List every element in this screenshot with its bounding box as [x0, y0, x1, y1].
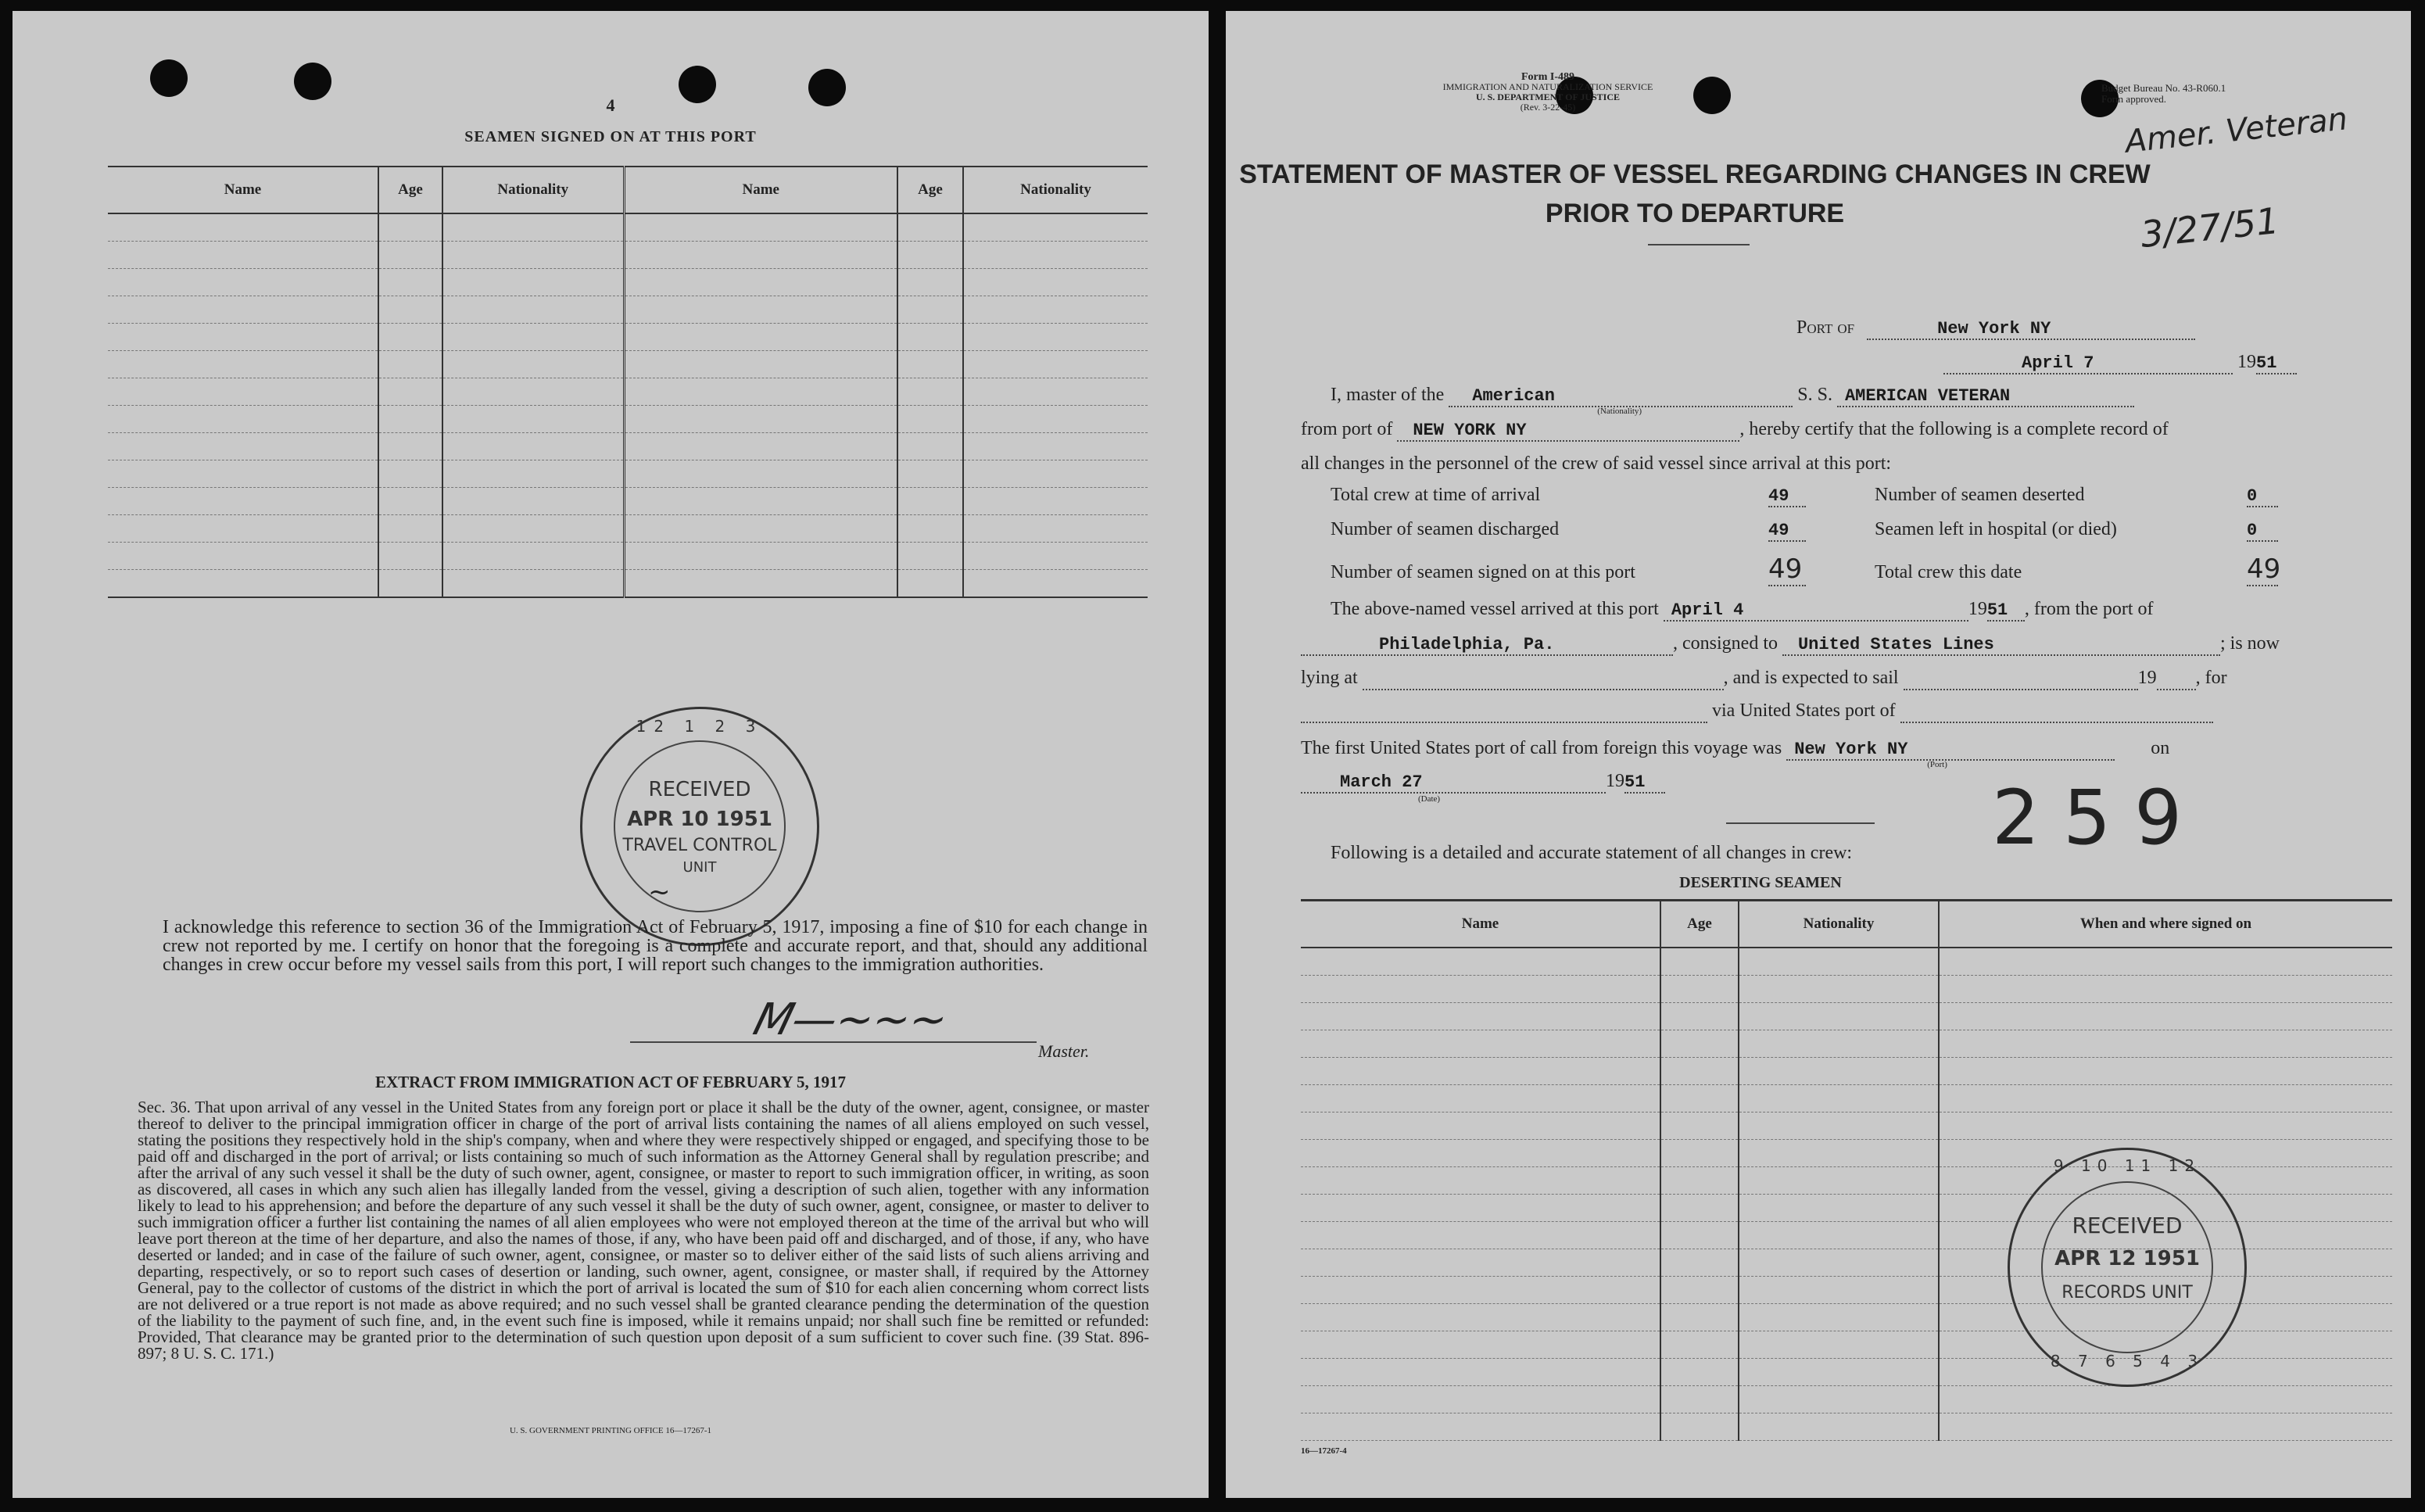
- following-text: Following is a detailed and accurate statement of all changes in crew:: [1331, 843, 1853, 863]
- table-cell: [1939, 1085, 2392, 1113]
- table-cell: [1660, 1331, 1739, 1359]
- year-prefix: 19: [2137, 668, 2157, 688]
- stat-value: 49: [1768, 486, 1806, 507]
- table-cell: [963, 433, 1148, 460]
- table-cell: [1660, 1304, 1739, 1331]
- first-port-label: The first United States port of call from foreign this voyage was: [1301, 738, 1782, 758]
- table-cell: [442, 378, 624, 406]
- table-cell: [897, 324, 963, 351]
- table-cell: [1301, 1140, 1660, 1167]
- page-footer: U. S. GOVERNMENT PRINTING OFFICE 16—17267-1: [509, 1426, 711, 1435]
- table-cell: [1660, 1003, 1739, 1030]
- table-cell: [1301, 1413, 1660, 1441]
- table-cell: [1739, 976, 1939, 1003]
- table-cell: [108, 488, 378, 515]
- date-row: [1943, 352, 2297, 374]
- table-cell: [1301, 948, 1660, 976]
- table-row: [108, 460, 1148, 488]
- stat-label: Seamen left in hospital (or died): [1875, 519, 2117, 539]
- table-cell: [963, 460, 1148, 488]
- table-cell: [442, 351, 624, 378]
- punch-hole: [150, 59, 188, 97]
- table-cell: [442, 296, 624, 324]
- previous-port: Philadelphia, Pa.: [1379, 635, 1555, 654]
- handwritten-date-note: 3/27/51: [2138, 199, 2281, 256]
- extract-title: EXTRACT FROM IMMIGRATION ACT OF FEBRUARY 5, 1917: [374, 1073, 847, 1091]
- table-cell: [378, 570, 442, 598]
- table-cell: [1739, 1030, 1939, 1058]
- table-cell: [378, 433, 442, 460]
- stat-label: Number of seamen deserted: [1875, 485, 2085, 505]
- form-title-line1: STATEMENT OF MASTER OF VESSEL REGARDING CHANGES IN CREW: [1239, 159, 2151, 189]
- table-cell: [1660, 1195, 1739, 1222]
- ss-label: S. S.: [1797, 385, 1832, 405]
- acknowledgment-text: I acknowledge this reference to section 36 of the Immigration Act of February 5, 1917, imposing a fine of $10 for each change in crew not reported by me. I certify on honor that the foregoing is a complete and accurate report, and that, should any additional changes in crew occur before my vessel sails from this port, I will report such changes to the immigration authorities.: [163, 917, 1148, 975]
- table-cell: [1739, 1140, 1939, 1167]
- table-cell: [963, 351, 1148, 378]
- year-prefix: 19: [2237, 352, 2256, 372]
- table-cell: [1739, 1386, 1939, 1413]
- nationality-value: American: [1472, 386, 1555, 406]
- stamp-unit-text: RECORDS UNIT: [2061, 1283, 2193, 1302]
- port-caption: (Port): [1927, 760, 1947, 769]
- table-cell: [1660, 976, 1739, 1003]
- table-cell: [963, 269, 1148, 296]
- table-cell: [1301, 1359, 1660, 1386]
- table-row: [108, 433, 1148, 460]
- table-cell: [963, 242, 1148, 269]
- table-cell: [1739, 1304, 1939, 1331]
- stat-label: Number of seamen signed on at this port: [1331, 562, 1635, 582]
- port-row: [1796, 317, 2195, 340]
- table-row: [108, 543, 1148, 570]
- table-row: [108, 324, 1148, 351]
- table-cell: [897, 378, 963, 406]
- table-cell: [108, 570, 378, 598]
- table-row: [108, 570, 1148, 598]
- table-cell: [1660, 1140, 1739, 1167]
- left-page: [13, 11, 1209, 1498]
- from-port-value: NEW YORK NY: [1413, 421, 1527, 440]
- table-cell: [1301, 1386, 1660, 1413]
- nationality-caption: (Nationality): [1597, 407, 1642, 416]
- extract-text: Sec. 36. That upon arrival of any vessel in the United States from any foreign port or place it shall be the duty of the owner, agent, consignee, or master thereof to deliver to the principal immigration officer in charge of the port of arrival lists containing the names of all aliens employed on such vessel, stating the positions they respectively hold in the ship's company, when and where they were respectively shipped or engaged, and specifying those to be paid off and discharged in the port of arrival; or lists containing so much of such information as the Attorney General shall by regulation prescribe; and after the arrival of any such vessel it shall be the duty of such owner, agent, consignee, or master to report to such immigration officer, in writing, as soon as discovered, all cases in which any such alien has illegally landed from the vessel, giving a description of such alien, together with any information likely to lead to his apprehension; and before the departure of any such vessel it shall be the duty of such owner, agent, consignee, or master to deliver to such immigration officer a further list containing the names of all alien employees who were not employed thereon at the time of the arrival but who will leave port thereon at the time of her departure, and also the names of those, if any, who have been paid off and discharged, and of those, if any, who have deserted or landed; and in case of the failure of such owner, agent, consignee, or master so to deliver either of the said lists of such aliens arriving and departing, respectively, or so to report such cases of desertion or landing, such owner, agent, consignee, or master shall, if required by the Attorney General, pay to the collector of customs of the district in which the port of arrival is located the sum of $10 for each alien concerning whom correct lists are not delivered or a true report is not made as above required; and no such vessel shall be granted clearance pending the determination of the question of the liability to the payment of such fine, and, in the event such fine is imposed, while it remains unpaid; nor shall such fine be remitted or refunded: Provided, That clearance may be granted prior to the determination of such question upon deposit of a sum sufficient to cover such fine. (39 Stat. 896-897; 8 U. S. C. 171.): [138, 1098, 1149, 1363]
- stat-label: Total crew at time of arrival: [1331, 485, 1541, 505]
- table-row: [108, 213, 1148, 242]
- via-label: via United States port of: [1712, 700, 1896, 721]
- table-cell: [624, 543, 897, 570]
- table-cell: [378, 488, 442, 515]
- table-cell: [108, 296, 378, 324]
- stat-label: Total crew this date: [1875, 562, 2022, 582]
- master-row: [1331, 385, 2134, 416]
- master-label: Master.: [1038, 1041, 1090, 1061]
- table-cell: [1739, 1003, 1939, 1030]
- table-cell: [1660, 1222, 1739, 1249]
- first-port-date-row: [1301, 771, 1665, 804]
- port-value: New York NY: [1937, 319, 2051, 339]
- table-cell: [1660, 1113, 1739, 1140]
- table-cell: [897, 242, 963, 269]
- table-cell: [963, 324, 1148, 351]
- column-header-age: Age: [897, 167, 963, 213]
- table-cell: [1739, 1167, 1939, 1195]
- table-cell: [108, 460, 378, 488]
- punch-hole: [294, 63, 331, 100]
- ship-name: AMERICAN VETERAN: [1844, 386, 2011, 406]
- table-cell: [1301, 1058, 1660, 1085]
- table-cell: [897, 269, 963, 296]
- table-cell: [624, 406, 897, 433]
- column-header-signed-on: When and where signed on: [1939, 901, 2392, 948]
- lying-at-label: lying at: [1301, 668, 1358, 688]
- table-cell: [108, 324, 378, 351]
- master-signature: M—~~~: [748, 994, 954, 1045]
- stat-seamen-discharged: [1331, 519, 1806, 542]
- handwritten-ship-note: Amer. Veteran: [2123, 101, 2349, 160]
- handwritten-number: 259: [1992, 774, 2206, 862]
- stat-value: 49: [1768, 521, 1806, 542]
- agency-line: U. S. DEPARTMENT OF JUSTICE: [1475, 91, 1621, 102]
- table-cell: [1739, 1195, 1939, 1222]
- agency-line: (Rev. 3-22-45): [1520, 102, 1576, 113]
- table-row: [108, 515, 1148, 543]
- table-cell: [108, 242, 378, 269]
- table-cell: [963, 213, 1148, 242]
- via-row: [1301, 700, 2213, 723]
- table-cell: [897, 213, 963, 242]
- form-title-line2: PRIOR TO DEPARTURE: [1545, 199, 1845, 228]
- stamp-unit-label: UNIT: [682, 859, 717, 876]
- table-cell: [1939, 948, 2392, 976]
- certify-text: , hereby certify that the following is a complete record of: [1739, 419, 2169, 439]
- stamp-clock-digits: 12 1 2 3: [636, 717, 764, 736]
- lying-at-row: [1301, 668, 2227, 690]
- table-cell: [1660, 1359, 1739, 1386]
- stat-value: 49: [1768, 554, 1806, 586]
- table-cell: [1660, 1413, 1739, 1441]
- table-cell: [442, 460, 624, 488]
- table-cell: [897, 351, 963, 378]
- table-cell: [442, 269, 624, 296]
- table-cell: [1739, 1222, 1939, 1249]
- changes-text: all changes in the personnel of the crew of said vessel since arrival at this port:: [1301, 453, 1892, 474]
- master-of-label: I, master of the: [1331, 385, 1445, 405]
- table-cell: [108, 515, 378, 543]
- prev-port-row: [1301, 633, 2280, 656]
- arrived-date: April 4: [1671, 600, 1744, 620]
- stamp-clock-digits: 8 7 6 5 4 3: [2050, 1352, 2205, 1370]
- table-row: [1301, 1413, 2392, 1441]
- table-cell: [1739, 1331, 1939, 1359]
- table-cell: [897, 543, 963, 570]
- table-cell: [624, 269, 897, 296]
- table-cell: [624, 351, 897, 378]
- from-port-row: [1301, 419, 2169, 442]
- received-stamp-records-unit: [2008, 1148, 2247, 1387]
- table-cell: [1739, 1085, 1939, 1113]
- stamp-received-text: RECEIVED: [648, 778, 751, 801]
- table-cell: [963, 378, 1148, 406]
- table-cell: [963, 515, 1148, 543]
- table-cell: [1301, 1222, 1660, 1249]
- table-cell: [378, 351, 442, 378]
- table-cell: [1939, 976, 2392, 1003]
- page-footer: 16—17267-4: [1301, 1446, 1347, 1456]
- first-port-row: [1301, 738, 2170, 769]
- column-header-nationality: Nationality: [963, 167, 1148, 213]
- column-header-nationality: Nationality: [1739, 901, 1939, 948]
- table-header-row: [108, 167, 1148, 213]
- table-cell: [378, 515, 442, 543]
- table-row: [108, 378, 1148, 406]
- year-value: 51: [1624, 772, 1665, 794]
- table-row: [1301, 1030, 2392, 1058]
- column-header-name: Name: [1301, 901, 1660, 948]
- budget-line: Form approved.: [2101, 93, 2167, 105]
- budget-line: Budget Bureau No. 43-R060.1: [2101, 82, 2226, 94]
- table-cell: [378, 296, 442, 324]
- from-port-label: from port of: [1301, 419, 1393, 439]
- table-row: [1301, 948, 2392, 976]
- table-cell: [442, 433, 624, 460]
- table-cell: [1301, 1249, 1660, 1277]
- table-row: [108, 269, 1148, 296]
- column-header-name: Name: [108, 167, 378, 213]
- table-cell: [1301, 976, 1660, 1003]
- table-cell: [1301, 1003, 1660, 1030]
- table-cell: [1739, 1058, 1939, 1085]
- table-cell: [378, 213, 442, 242]
- table-cell: [1301, 1304, 1660, 1331]
- deserting-title: DESERTING SEAMEN: [1679, 874, 1842, 891]
- column-header-age: Age: [378, 167, 442, 213]
- is-now-label: ; is now: [2219, 633, 2280, 654]
- table-cell: [624, 296, 897, 324]
- expected-sail-label: , and is expected to sail: [1723, 668, 1899, 688]
- date-value: April 7: [2022, 353, 2094, 373]
- stamp-initials: ~: [648, 876, 671, 908]
- stat-value: 0: [2247, 521, 2278, 542]
- table-row: [1301, 976, 2392, 1003]
- table-cell: [1939, 1386, 2392, 1413]
- form-header: [1431, 72, 1665, 113]
- first-port-date: March 27: [1340, 772, 1423, 792]
- table-cell: [378, 460, 442, 488]
- table-cell: [624, 378, 897, 406]
- table-cell: [1739, 1413, 1939, 1441]
- table-cell: [1660, 1249, 1739, 1277]
- table-cell: [378, 378, 442, 406]
- table-cell: [442, 543, 624, 570]
- table-cell: [1301, 1167, 1660, 1195]
- stat-label: Number of seamen discharged: [1331, 519, 1560, 539]
- table-cell: [1660, 1058, 1739, 1085]
- table-cell: [442, 213, 624, 242]
- table-cell: [1660, 1030, 1739, 1058]
- table-cell: [1660, 1277, 1739, 1304]
- stat-value: 49: [2247, 554, 2281, 585]
- table-cell: [378, 324, 442, 351]
- consigned-label: , consigned to: [1673, 633, 1778, 654]
- stamp-clock-digits: 9 10 11 12: [2053, 1156, 2201, 1175]
- table-cell: [1739, 1359, 1939, 1386]
- table-cell: [1939, 1030, 2392, 1058]
- table-cell: [108, 433, 378, 460]
- table-cell: [1939, 1113, 2392, 1140]
- from-the-port-label: , from the port of: [2024, 599, 2154, 619]
- table-cell: [1739, 948, 1939, 976]
- arrived-label: The above-named vessel arrived at this port: [1331, 599, 1659, 619]
- table-cell: [624, 488, 897, 515]
- table-cell: [624, 324, 897, 351]
- column-header-name: Name: [624, 167, 897, 213]
- table-cell: [378, 406, 442, 433]
- table-cell: [1939, 1413, 2392, 1441]
- table-cell: [442, 242, 624, 269]
- table-cell: [378, 543, 442, 570]
- table-cell: [1660, 1085, 1739, 1113]
- table-row: [108, 351, 1148, 378]
- table-cell: [1660, 1386, 1739, 1413]
- consignee-value: United States Lines: [1797, 635, 1994, 654]
- seamen-signed-on-table: [108, 166, 1148, 598]
- port-label: Port of: [1796, 317, 1855, 338]
- table-cell: [378, 269, 442, 296]
- form-number: Form I-489: [1521, 71, 1575, 83]
- right-page: [1226, 11, 2411, 1498]
- table-cell: [1739, 1249, 1939, 1277]
- year-prefix: 19: [1968, 599, 1987, 619]
- table-cell: [897, 406, 963, 433]
- table-cell: [1301, 1030, 1660, 1058]
- page-title: SEAMEN SIGNED ON AT THIS PORT: [464, 128, 757, 145]
- separator-line: [1726, 822, 1875, 824]
- year-prefix: 19: [1606, 771, 1624, 791]
- stamp-received-text: RECEIVED: [2072, 1213, 2183, 1238]
- arrived-row: [1331, 599, 2153, 622]
- table-cell: [897, 296, 963, 324]
- table-cell: [1739, 1277, 1939, 1304]
- table-cell: [108, 351, 378, 378]
- table-header-row: [1301, 901, 2392, 948]
- table-cell: [1301, 1113, 1660, 1140]
- table-cell: [1301, 1277, 1660, 1304]
- stamp-date: APR 10 1951: [627, 808, 772, 831]
- table-cell: [963, 488, 1148, 515]
- table-cell: [897, 515, 963, 543]
- stat-value: 0: [2247, 486, 2278, 507]
- table-cell: [1739, 1113, 1939, 1140]
- column-header-nationality: Nationality: [442, 167, 624, 213]
- table-cell: [108, 543, 378, 570]
- budget-bureau: [2101, 83, 2226, 105]
- table-cell: [963, 406, 1148, 433]
- table-cell: [1939, 1058, 2392, 1085]
- table-cell: [1301, 1195, 1660, 1222]
- table-cell: [108, 406, 378, 433]
- table-cell: [1301, 1331, 1660, 1359]
- table-row: [1301, 1003, 2392, 1030]
- agency-line: IMMIGRATION AND NATURALIZATION SERVICE: [1442, 81, 1653, 92]
- table-cell: [1660, 948, 1739, 976]
- table-cell: [108, 378, 378, 406]
- table-cell: [897, 488, 963, 515]
- column-header-age: Age: [1660, 901, 1739, 948]
- table-cell: [897, 433, 963, 460]
- table-row: [1301, 1113, 2392, 1140]
- table-cell: [624, 433, 897, 460]
- stat-total-crew-date: [1875, 554, 2281, 586]
- title-underline: [1648, 244, 1750, 245]
- table-cell: [624, 242, 897, 269]
- table-cell: [1939, 1003, 2392, 1030]
- year-value: 51: [1987, 600, 2025, 622]
- table-cell: [108, 269, 378, 296]
- first-port-value: New York NY: [1794, 740, 1908, 759]
- table-cell: [624, 515, 897, 543]
- table-row: [1301, 1085, 2392, 1113]
- table-row: [108, 296, 1148, 324]
- stat-total-crew-arrival: [1331, 485, 1806, 507]
- date-caption: (Date): [1418, 794, 1441, 804]
- table-cell: [963, 570, 1148, 598]
- table-cell: [108, 213, 378, 242]
- table-cell: [897, 570, 963, 598]
- table-cell: [897, 460, 963, 488]
- stat-seamen-deserted: [1875, 485, 2278, 507]
- table-cell: [963, 296, 1148, 324]
- table-row: [1301, 1386, 2392, 1413]
- table-cell: [442, 406, 624, 433]
- table-cell: [624, 460, 897, 488]
- stat-seamen-hospital: [1875, 519, 2278, 542]
- page-number: 4: [606, 95, 615, 115]
- stamp-unit-text: TRAVEL CONTROL: [622, 836, 777, 855]
- table-cell: [378, 242, 442, 269]
- stamp-date: APR 12 1951: [2054, 1247, 2200, 1270]
- table-cell: [1660, 1167, 1739, 1195]
- received-stamp-travel-control: [580, 707, 819, 946]
- table-cell: [442, 515, 624, 543]
- for-label: , for: [2195, 668, 2227, 688]
- table-cell: [442, 324, 624, 351]
- table-row: [1301, 1058, 2392, 1085]
- on-label: on: [2151, 738, 2170, 758]
- punch-hole: [1693, 77, 1731, 114]
- table-cell: [442, 570, 624, 598]
- table-cell: [1301, 1085, 1660, 1113]
- table-row: [108, 242, 1148, 269]
- year-value: 51: [2256, 353, 2297, 374]
- table-cell: [624, 213, 897, 242]
- stat-seamen-signed-on: [1331, 554, 1806, 586]
- table-cell: [624, 570, 897, 598]
- table-cell: [963, 543, 1148, 570]
- table-row: [108, 406, 1148, 433]
- table-cell: [442, 488, 624, 515]
- table-row: [108, 488, 1148, 515]
